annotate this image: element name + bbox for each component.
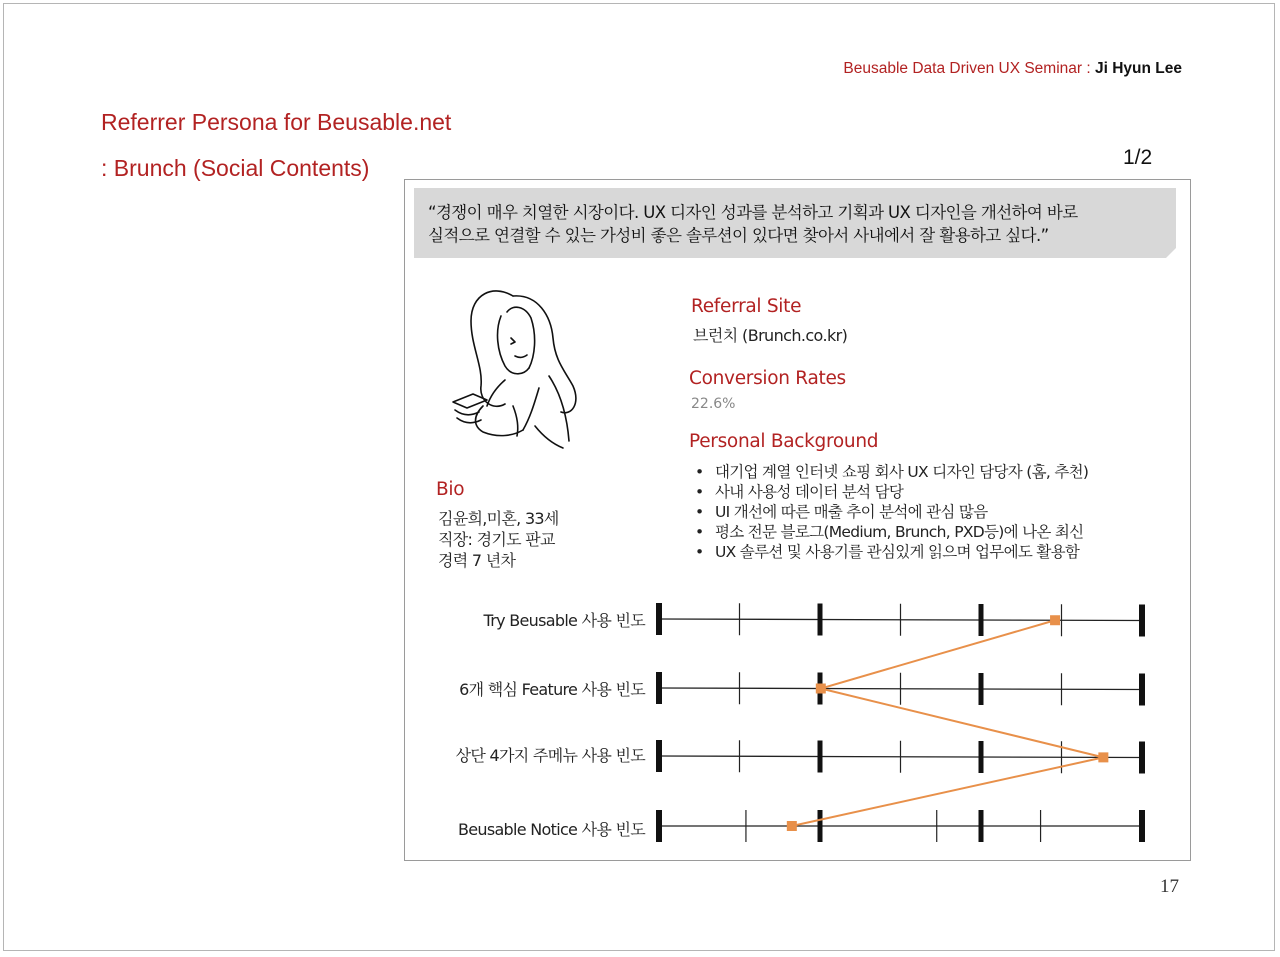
background-item: • UI 개선에 따른 매출 추이 분석에 관심 많음: [691, 502, 1088, 522]
personal-background-title: Personal Background: [689, 431, 879, 452]
page-fraction: 1/2: [1123, 146, 1153, 169]
slide-number: 17: [1160, 876, 1179, 897]
frequency-marker: [787, 821, 797, 831]
scale-label-main-menu: 상단 4가지 주메뉴 사용 빈도: [455, 746, 645, 765]
woman-with-phone-icon: [443, 276, 583, 456]
conversion-rates-value: 22.6%: [691, 396, 736, 412]
slide-title: Referrer Persona for Beusable.net: [101, 109, 452, 135]
seminar-header: [843, 60, 1182, 78]
frequency-marker: [816, 684, 826, 694]
frequency-marker: [1098, 752, 1108, 762]
conversion-rates-title: Conversion Rates: [689, 368, 846, 389]
bio-title: Bio: [436, 479, 465, 500]
bio-line: 직장: 경기도 판교: [438, 530, 555, 549]
seminar-name: Beusable Data Driven UX Seminar :: [843, 60, 1091, 77]
persona-card: [404, 179, 1191, 861]
scale-label-core-feature: 6개 핵심 Feature 사용 빈도: [459, 680, 645, 699]
referral-site-value: 브런치 (Brunch.co.kr): [693, 326, 848, 345]
presenter-name: Ji Hyun Lee: [1095, 60, 1182, 77]
scale-label-notice: Beusable Notice 사용 빈도: [457, 820, 645, 839]
bio-line: 김윤희,미혼, 33세: [438, 509, 559, 528]
bio-line: 경력 7 년차: [438, 551, 516, 570]
quote-line-2: 실적으로 연결할 수 있는 가성비 좋은 솔루션이 있다면 찾아서 사내에서 잘 활용하고 싶다.”: [428, 226, 1049, 245]
background-item: • UX 솔루션 및 사용기를 관심있게 읽으며 업무에도 활용함: [691, 542, 1088, 562]
usage-frequency-chart: [405, 580, 1191, 861]
background-item: • 평소 전문 블로그(Medium, Brunch, PXD등)에 나온 최신: [691, 522, 1088, 542]
background-item: • 대기업 계열 인터넷 쇼핑 회사 UX 디자인 담당자 (홈, 추천): [691, 462, 1088, 482]
slide-subtitle: : Brunch (Social Contents): [101, 155, 370, 181]
background-item: • 사내 사용성 데이터 분석 담당: [691, 482, 1088, 502]
referral-site-title: Referral Site: [691, 296, 802, 317]
bio-details: [438, 508, 559, 571]
frequency-marker: [1050, 615, 1060, 625]
persona-frequency-line: [792, 620, 1104, 826]
quote-line-1: “경쟁이 매우 치열한 시장이다. UX 디자인 성과를 분석하고 기획과 UX 디자인을 개선하여 바로: [428, 203, 1078, 222]
persona-quote: [414, 188, 1176, 258]
quote-fold-corner: [1166, 248, 1176, 258]
personal-background-list: [691, 462, 1088, 562]
scale-label-try-beusable: Try Beusable 사용 빈도: [483, 611, 645, 630]
